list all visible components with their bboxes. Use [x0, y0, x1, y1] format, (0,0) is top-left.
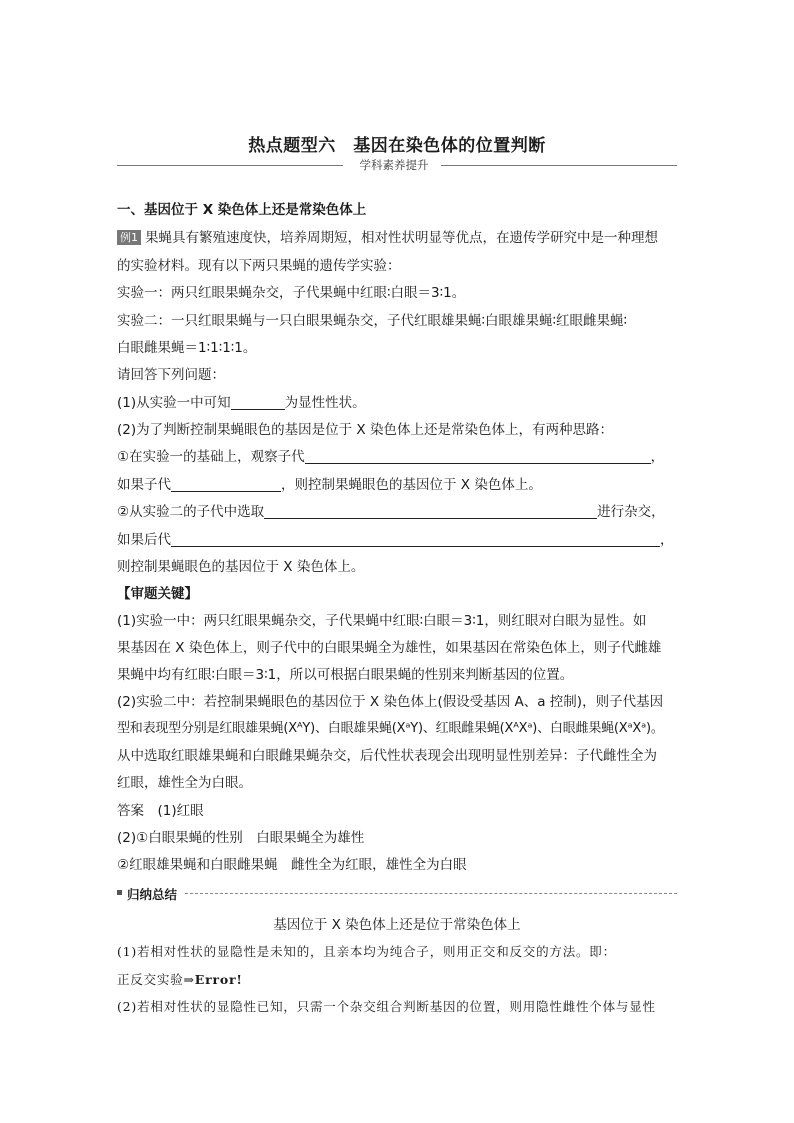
analysis-p2-line-1: (2)实验二中：若控制果蝇眼色的基因位于 X 染色体上(假设受基因 A、a 控制)，则子代基因	[117, 694, 664, 710]
answer-line-3: ②红眼雄果蝇和白眼雌果蝇 雌性全为红眼，雄性全为白眼	[117, 857, 467, 873]
q2-2-text-b: 进行杂交，	[597, 504, 665, 520]
summary-title: 基因位于 X 染色体上还是位于常染色体上	[273, 917, 521, 933]
subtitle-divider	[117, 157, 677, 173]
analysis-p1-line-3: 果蝇中均有红眼∶白眼＝3∶1，所以可根据白眼果蝇的性别来判断基因的位置。	[117, 667, 574, 683]
answer-line-1: 答案 (1)红眼	[117, 803, 204, 819]
answer-blank-4	[264, 504, 597, 519]
question-1	[117, 394, 366, 412]
divider-line-left	[117, 165, 343, 166]
error-field-text: Error!	[194, 972, 243, 987]
analysis-p2-line-4: 红眼，雄性全为白眼。	[117, 775, 252, 791]
example-tag: 例1	[117, 230, 141, 245]
experiment-2-line-1: 实验二：一只红眼果蝇与一只白眼果蝇杂交，子代红眼雄果蝇∶白眼雄果蝇∶红眼雌果蝇∶	[117, 313, 628, 329]
summary-line-1: (1)若相对性状的显隐性是未知的，且亲本均为纯合子，则用正交和反交的方法。即：	[117, 944, 616, 959]
answer-blank-5	[171, 532, 660, 547]
summary-bullet-icon	[117, 890, 122, 895]
analysis-p2-line-3: 从中选取红眼雄果蝇和白眼雌果蝇杂交，后代性状表现会出现明显性别差异：子代雌性全为	[117, 748, 657, 764]
question-1-text-a: (1)从实验一中可知	[117, 395, 231, 411]
divider-line-right	[441, 165, 677, 166]
question-2-2-line-3: 则控制果蝇眼色的基因位于 X 染色体上。	[117, 559, 365, 575]
experiment-2-line-2: 白眼雌果蝇＝1∶1∶1∶1。	[117, 340, 257, 356]
page-title: 热点题型六 基因在染色体的位置判断	[248, 136, 546, 156]
question-2: (2)为了判断控制果蝇眼色的基因是位于 X 染色体上还是常染色体上，有两种思路：	[117, 422, 613, 438]
experiment-1: 实验一：两只红眼果蝇杂交，子代果蝇中红眼∶白眼＝3∶1。	[117, 285, 466, 301]
answer-blank-3	[171, 477, 281, 492]
answer-line-2: (2)①白眼果蝇的性别 白眼果蝇全为雄性	[117, 830, 365, 846]
q2-2-text-c: 如果后代	[117, 532, 171, 548]
q2-2-text-a: ②从实验二的子代中选取	[117, 504, 265, 520]
example-intro-line-1	[117, 229, 658, 247]
q2-1-text-a: ①在实验一的基础上，观察子代	[117, 449, 305, 465]
question-2-2-line-2	[117, 531, 674, 549]
analysis-heading: 【审题关键】	[117, 586, 198, 602]
q2-1-text-c: 如果子代	[117, 477, 171, 493]
summary-line-3: (2)若相对性状的显隐性已知，只需一个杂交组合判断基因的位置，则用隐性雌性个体与显性	[117, 999, 656, 1014]
subtitle: 学科素养提升	[359, 158, 429, 172]
question-1-text-b: 为显性性状。	[284, 395, 366, 411]
analysis-p2-line-2: 型和表现型分别是红眼雄果蝇(XᴬY)、白眼雄果蝇(XᵃY)、红眼雌果蝇(XᴬXᵃ)、白眼雌果蝇(XᵃXᵃ)。	[117, 721, 664, 736]
q2-1-text-d: ，则控制果蝇眼色的基因位于 X 染色体上。	[281, 477, 542, 493]
q2-1-text-b: ，	[650, 449, 665, 465]
section-heading: 一、基因位于 X 染色体上还是常染色体上	[117, 202, 367, 218]
question-2-2-line-1	[117, 503, 665, 521]
summary-divider-line	[185, 893, 677, 894]
q2-2-text-d: ，	[660, 532, 674, 548]
summary-section-rule	[117, 885, 677, 901]
summary-label: 归纳总结	[127, 887, 178, 902]
example-intro-line-2: 的实验材料。现有以下两只果蝇的遗传学实验：	[117, 258, 401, 274]
summary-line-2	[117, 971, 243, 989]
question-prompt: 请回答下列问题：	[117, 367, 225, 383]
summary-line-2-text: 正反交实验⇒	[117, 972, 195, 987]
answer-blank-1	[231, 395, 285, 410]
example-intro-text-1: 果蝇具有繁殖速度快，培养周期短，相对性状明显等优点，在遗传学研究中是一种理想	[145, 230, 658, 246]
analysis-p1-line-2: 果基因在 X 染色体上，则子代中的白眼果蝇全为雄性，如果基因在常染色体上，则子代雌雄	[117, 640, 662, 656]
question-2-1-line-1	[117, 448, 664, 466]
analysis-p1-line-1: (1)实验一中：两只红眼果蝇杂交，子代果蝇中红眼∶白眼＝3∶1，则红眼对白眼为显性。如	[117, 613, 647, 629]
answer-blank-2	[305, 449, 651, 464]
question-2-1-line-2	[117, 476, 542, 494]
